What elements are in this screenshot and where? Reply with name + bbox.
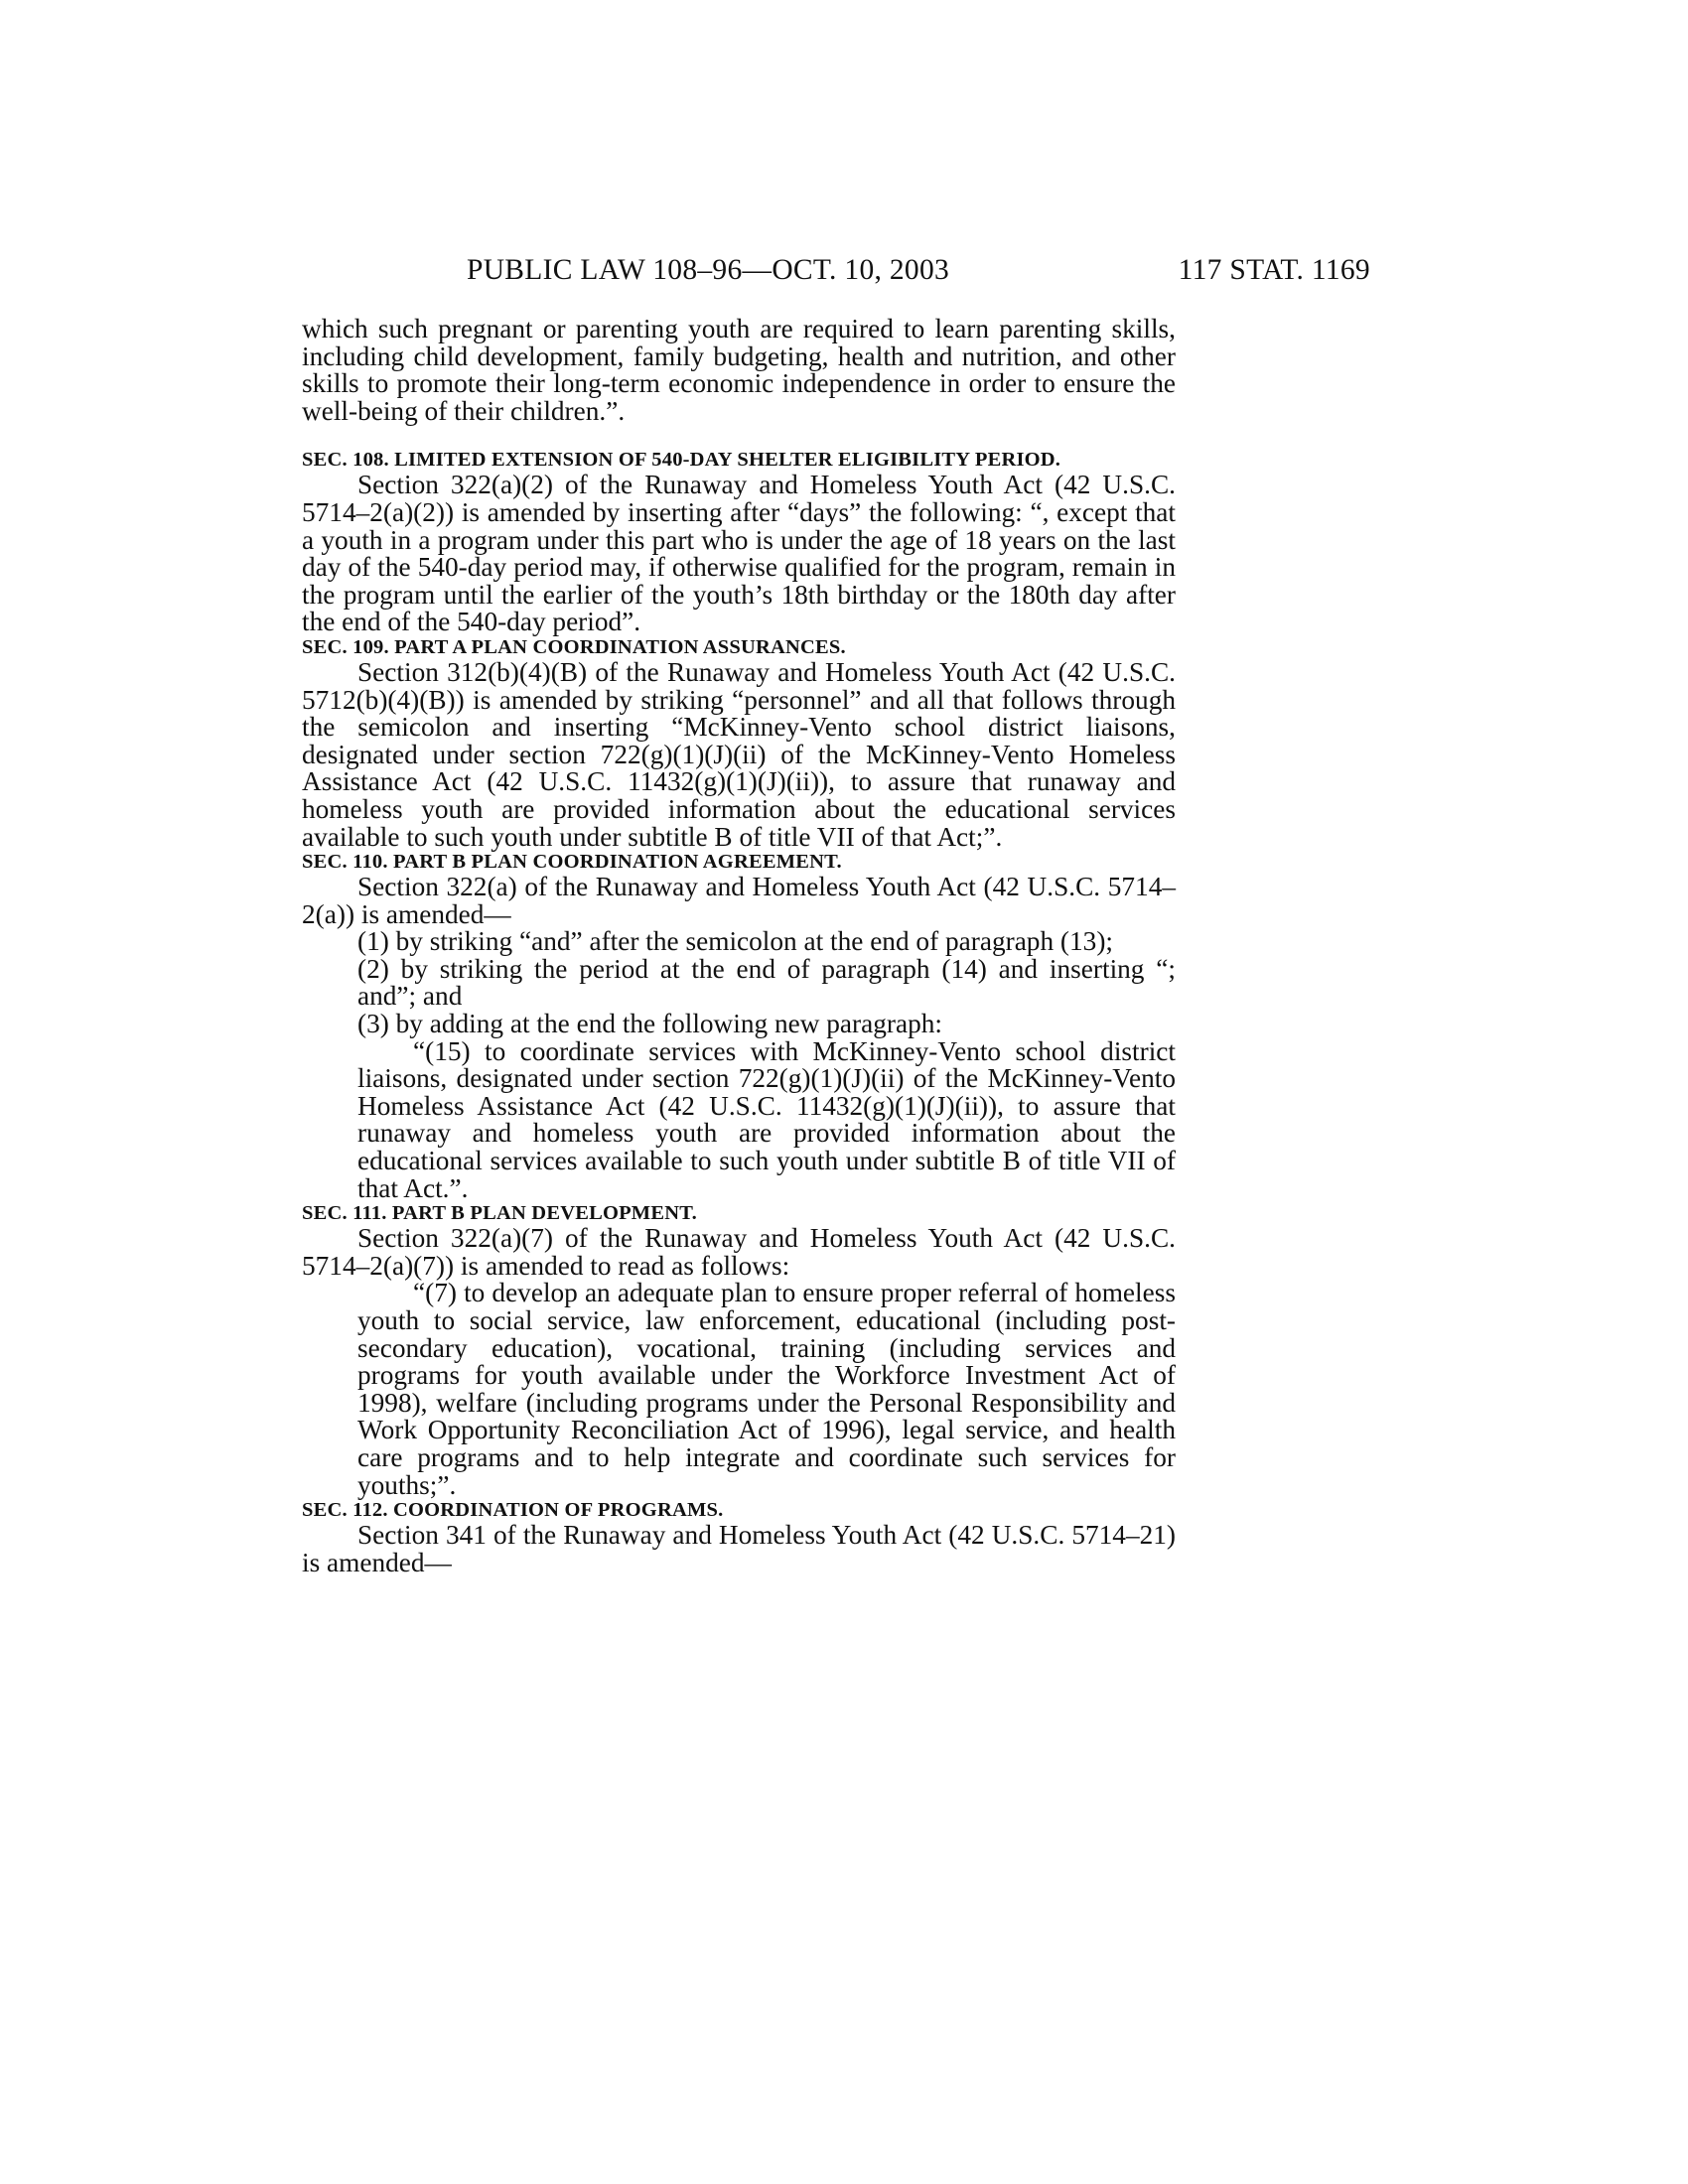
section-108-paragraph: Section 322(a)(2) of the Runaway and Homeless Youth Act (42 U.S.C. 5714–2(a)(2)) is amended by inserting after “days” the following: “, except that a youth in a program under this part who is under the age of 18 years on the last day of the 540-day period may, if otherwise qualified for the program, remain in the program until the earlier of the youth’s 18th birthday or the 180th day after the end of the 540-day period”. <box>302 470 1176 637</box>
section-110-heading: SEC. 110. PART B PLAN COORDINATION AGREEMENT. <box>302 851 842 874</box>
running-head-stat-citation: 117 STAT. 1169 <box>1178 254 1370 286</box>
section-110-item-1: (1) by striking “and” after the semicolon at the end of paragraph (13); <box>357 926 1113 957</box>
section-112-heading: SEC. 112. COORDINATION OF PROGRAMS. <box>302 1499 724 1522</box>
section-111-quoted-paragraph: “(7) to develop an adequate plan to ensure proper referral of homeless youth to social service, law enforcement, educational (including post-secondary education), vocational, training (including services and programs for youth available under the Workforce Investment Act of 1998), welfare (including programs under the Personal Responsibility and Work Opportunity Reconciliation Act of 1996), legal service, and health care programs and to help integrate and coordinate such services for youths;”. <box>357 1278 1176 1500</box>
document-body <box>302 316 1176 1576</box>
section-110-item-2: (2) by striking the period at the end of paragraph (14) and inserting “; and”; and <box>357 953 1176 1012</box>
running-head-title: PUBLIC LAW 108–96—OCT. 10, 2003 <box>467 254 950 286</box>
section-110-paragraph: Section 322(a) of the Runaway and Homeless Youth Act (42 U.S.C. 5714–2(a)) is amended— <box>302 872 1176 929</box>
section-110-quoted-paragraph: “(15) to coordinate services with McKinney-Vento school district liaisons, designated under section 722(g)(1)(J)(ii) of the McKinney-Vento Homeless Assistance Act (42 U.S.C. 11432(g)(1)(J)(ii)), to assure that runaway and homeless youth are provided information about the educational services available to such youth under subtitle B of title VII of that Act.”. <box>357 1035 1176 1203</box>
intro-paragraph: which such pregnant or parenting youth are required to learn parenting skills, including child development, family budgeting, health and nutrition, and other skills to promote their long-term economic independence in order to ensure the well-being of their children.”. <box>302 314 1176 426</box>
section-110-item-3: (3) by adding at the end the following new paragraph: <box>357 1009 942 1039</box>
section-109-heading: SEC. 109. PART A PLAN COORDINATION ASSURANCES. <box>302 635 846 658</box>
section-109-paragraph: Section 312(b)(4)(B) of the Runaway and Homeless Youth Act (42 U.S.C. 5712(b)(4)(B)) is amended by striking “personnel” and all that follows through the semicolon and inserting “McKinney-Vento school district liaisons, designated under section 722(g)(1)(J)(ii) of the McKinney-Vento Homeless Assistance Act (42 U.S.C. 11432(g)(1)(J)(ii)), to assure that runaway and homeless youth are provided information about the educational services available to such youth under subtitle B of title VII of that Act;”. <box>302 656 1176 852</box>
running-head <box>467 250 1370 290</box>
section-108-heading: SEC. 108. LIMITED EXTENSION OF 540-DAY SHELTER ELIGIBILITY PERIOD. <box>302 449 1061 472</box>
section-111-paragraph: Section 322(a)(7) of the Runaway and Homeless Youth Act (42 U.S.C. 5714–2(a)(7)) is amended to read as follows: <box>302 1223 1176 1281</box>
section-112-paragraph: Section 341 of the Runaway and Homeless Youth Act (42 U.S.C. 5714–21) is amended— <box>302 1520 1176 1577</box>
section-111-heading: SEC. 111. PART B PLAN DEVELOPMENT. <box>302 1202 697 1225</box>
